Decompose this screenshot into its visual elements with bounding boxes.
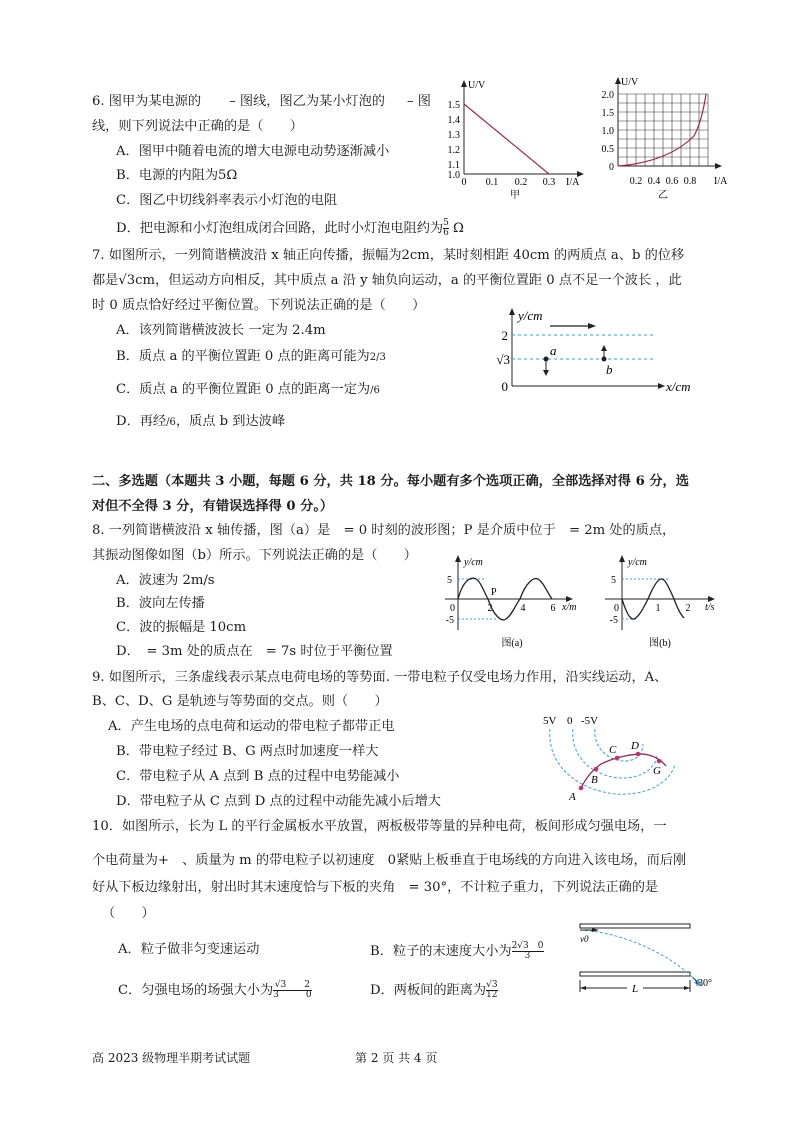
- yi-ytick: 0: [609, 162, 614, 173]
- q6-option-c: C．图乙中切线斜率表示小灯泡的电阻: [116, 193, 338, 208]
- q10-option-c: C．匀强电场的场强大小为 $\frac{√3 2}{3 0}$: [118, 980, 312, 1000]
- q8b-xlabel: t/s: [705, 602, 715, 613]
- q10-stem-line4: （ ）: [102, 906, 155, 921]
- q10-option-b-fraction: $\frac{2√3 0}{3}$: [511, 941, 544, 961]
- q8b-x1: 1: [655, 603, 661, 614]
- q8a-label-p: P: [491, 587, 497, 598]
- q7-stem-line3: 时 0 质点恰好经过平衡位置。下列说法正确的是（ ）: [92, 298, 426, 313]
- q8-stem-line2: 其振动图像如图（b）所示。下列说法正确的是（ ）: [92, 548, 417, 563]
- q10-option-d: D．两板间的距离为 $\frac{√3}{12}$: [370, 980, 498, 1000]
- q9-point-d: D: [631, 740, 639, 752]
- q10-label-l: L: [631, 983, 639, 995]
- jia-caption: 甲: [510, 190, 520, 201]
- q9-option-b: B．带电粒子经过 B、G 两点时加速度一样大: [116, 744, 379, 759]
- q8a-x0: 0: [450, 603, 455, 614]
- q7-point-b: [602, 357, 607, 362]
- q10-lower-plate: [580, 972, 690, 976]
- q7-ysqrt3: √3: [496, 352, 510, 367]
- q8a-x2: 2: [487, 603, 493, 614]
- q6-stem-line2: 线，则下列说法中正确的是（ ）: [92, 119, 303, 134]
- q7-xlabel: x/cm: [666, 379, 691, 394]
- footer-exam-title: 高 2023 级物理半期考试试题: [92, 1051, 251, 1065]
- q7-stem-line1: 7. 如图所示，一列简谐横波沿 x 轴正向传播，振幅为2cm，某时刻相距 40cm 的两质点 a、b 的位移: [92, 248, 685, 263]
- q8a-yneg5: -5: [445, 615, 454, 626]
- q7-y2: 2: [501, 328, 508, 343]
- figure-q8b-vibration: [600, 552, 730, 652]
- figure-jia-u-i-graph: [440, 78, 590, 200]
- q9-option-a: A．产生电场的点电荷和运动的带电粒子都带正电: [108, 719, 395, 734]
- jia-xlabel: I/A: [566, 177, 580, 188]
- yi-caption: 乙: [658, 190, 668, 201]
- q9-point-c: C: [609, 744, 617, 756]
- yi-ytick: 2.0: [601, 90, 614, 101]
- q7-label-b: b: [606, 362, 613, 377]
- jia-xtick: 0: [461, 177, 467, 188]
- q7-ylabel: y/cm: [518, 308, 543, 323]
- q9-label-5v: 5V: [543, 715, 557, 727]
- q9-stem-line1: 9. 如图所示，三条虚线表示某点电荷电场的等势面. 一带电粒子仅受电场力作用，沿实线运动，A、: [92, 670, 668, 685]
- jia-ytick: 1.0: [447, 170, 460, 181]
- q7-point-a: [544, 357, 549, 362]
- q10-upper-plate: [580, 924, 690, 928]
- q10-trajectory: [580, 930, 690, 975]
- jia-ytick: 1.3: [447, 130, 460, 141]
- q8-option-b: B．波向左传播: [116, 596, 205, 611]
- q10-option-d-fraction: $\frac{√3}{12}$: [486, 980, 498, 1000]
- q8-option-d: D． = 3m 处的质点在 = 7s 时位于平衡位置: [116, 644, 393, 659]
- q8a-ylabel: y/cm: [464, 557, 483, 568]
- q10-option-b: B．粒子的末速度大小为 $\frac{2√3 0}{3}$: [370, 941, 544, 961]
- yi-ytick: 1.0: [601, 126, 614, 137]
- q10-option-c-fraction: $\frac{√3 2}{3 0}$: [273, 980, 312, 1000]
- figure-q8a-wave: [440, 552, 585, 652]
- q8b-x0: 0: [614, 603, 619, 614]
- figure-q9-equipotential: [535, 714, 695, 806]
- yi-xtick: 0.2: [629, 176, 643, 187]
- q10-stem-line1: 10．如图所示，长为 L 的平行金属板水平放置，两板极带等量的异种电荷，板间形成匀强电场，一: [92, 819, 667, 834]
- jia-line: [464, 104, 549, 174]
- q7-label-a: a: [550, 343, 557, 358]
- q8b-ylabel: y/cm: [628, 557, 647, 568]
- q8a-y5: 5: [447, 575, 452, 586]
- yi-ylabel: U/V: [621, 77, 639, 88]
- yi-xlabel: I/A: [714, 176, 728, 187]
- q6-option-b: B．电源的内阻为5Ω: [116, 168, 238, 183]
- section2-heading-line2: 对但不全得 3 分，有错误选择得 0 分。）: [92, 499, 334, 514]
- q8-stem-line1: 8. 一列简谐横波沿 x 轴传播，图（a）是 = 0 时刻的波形图；P 是介质中位于 = 2m 处的质点，: [92, 523, 676, 538]
- figure-q10-capacitor: [575, 920, 725, 1000]
- q8a-x6: 6: [550, 603, 556, 614]
- q8b-y5: 5: [611, 575, 616, 586]
- q7-stem-line2: 都是√3cm，但运动方向相反，其中质点 a 沿 y 轴负向运动，a 的平衡位置距 0 点不足一个波长 ，此: [92, 273, 682, 288]
- q8a-xlabel: x/m: [562, 602, 577, 613]
- q9-stem-line2: B、C、D、G 是轨迹与等势面的交点。则（ ）: [92, 694, 388, 709]
- yi-ytick: 0.5: [601, 144, 614, 155]
- q10-angle-label: 30°: [698, 978, 712, 989]
- q7-option-b: B．质点 a 的平衡位置距 0 点的距离可能为2/3: [116, 349, 386, 364]
- jia-xtick: 0.3: [542, 177, 556, 188]
- jia-ytick: 1.5: [447, 100, 460, 111]
- figure-yi-u-i-graph: [598, 76, 748, 201]
- yi-xtick: 0.6: [665, 176, 679, 187]
- footer-page-number: 第 2 页 共 4 页: [355, 1051, 438, 1065]
- q8-option-a: A．波速为 2m/s: [116, 573, 215, 588]
- q9-label-neg5v: -5V: [581, 715, 599, 727]
- q6-option-d-fraction: $\frac{5}{6}$: [443, 218, 449, 238]
- q10-option-a: A．粒子做非匀变速运动: [118, 942, 260, 957]
- q6-option-a: A．图甲中随着电流的增大电源电动势逐渐减小: [116, 144, 390, 159]
- q7-origin: 0: [501, 379, 508, 394]
- q9-option-c: C．带电粒子从 A 点到 B 点的过程中电势能减小: [116, 769, 400, 784]
- q8-option-c: C．波的振幅是 10cm: [116, 620, 247, 635]
- q9-equipotential-5v: [550, 729, 675, 794]
- jia-ytick: 1.4: [447, 115, 460, 126]
- q7-option-a: A．该列简谐横波波长 一定为 2.4m: [116, 323, 326, 338]
- q9-point-g: G: [653, 765, 661, 777]
- jia-ylabel: U/V: [468, 80, 486, 91]
- section2-heading-line1: 二、多选题（本题共 3 小题，每题 6 分，共 18 分。每小题有多个选项正确，全部选择对得 6 分，选: [92, 474, 689, 489]
- q8b-caption: 图(b): [649, 638, 671, 649]
- q8a-x4: 4: [520, 603, 526, 614]
- yi-ytick: 1.5: [601, 108, 614, 119]
- q10-label-v0: v0: [580, 934, 589, 944]
- jia-ytick: 1.2: [447, 145, 460, 156]
- q8b-x2: 2: [685, 603, 691, 614]
- figure-q7-wave: [490, 304, 710, 400]
- q8a-caption: 图(a): [501, 638, 523, 649]
- q10-stem-line3: 好从下板边缘射出，射出时其末速度恰与下板的夹角 = 30°，不计粒子重力，下列说法正确的是: [92, 880, 659, 895]
- q7-option-c: C．质点 a 的平衡位置距 0 点的距离一定为/6: [116, 382, 380, 397]
- q8b-yneg5: -5: [609, 615, 618, 626]
- q9-point-a: A: [569, 791, 576, 803]
- q6-stem-line1: 6. 图甲为某电源的 – 图线，图乙为某小灯泡的 – 图: [92, 94, 431, 109]
- q9-option-d: D．带电粒子从 C 点到 D 点的过程中动能先减小后增大: [116, 794, 441, 809]
- yi-xtick: 0.8: [683, 176, 697, 187]
- q10-stem-line2: 个电荷量为+ 、质量为 m 的带电粒子以初速度 0紧贴上板垂直于电场线的方向进入该电场，而后刚: [92, 853, 687, 868]
- jia-ytick: 1.1: [447, 160, 460, 171]
- yi-xtick: 0.4: [647, 176, 661, 187]
- jia-xtick: 0.2: [514, 177, 528, 188]
- q7-option-d: D．再经/6，质点 b 到达波峰: [116, 414, 286, 429]
- q6-option-d: D．把电源和小灯泡组成闭合回路，此时小灯泡电阻约为 $\frac{5}{6}$ Ω: [116, 218, 464, 238]
- jia-xtick: 0.1: [485, 177, 499, 188]
- q9-point-b: B: [591, 774, 598, 786]
- q9-label-0v: 0: [567, 715, 573, 727]
